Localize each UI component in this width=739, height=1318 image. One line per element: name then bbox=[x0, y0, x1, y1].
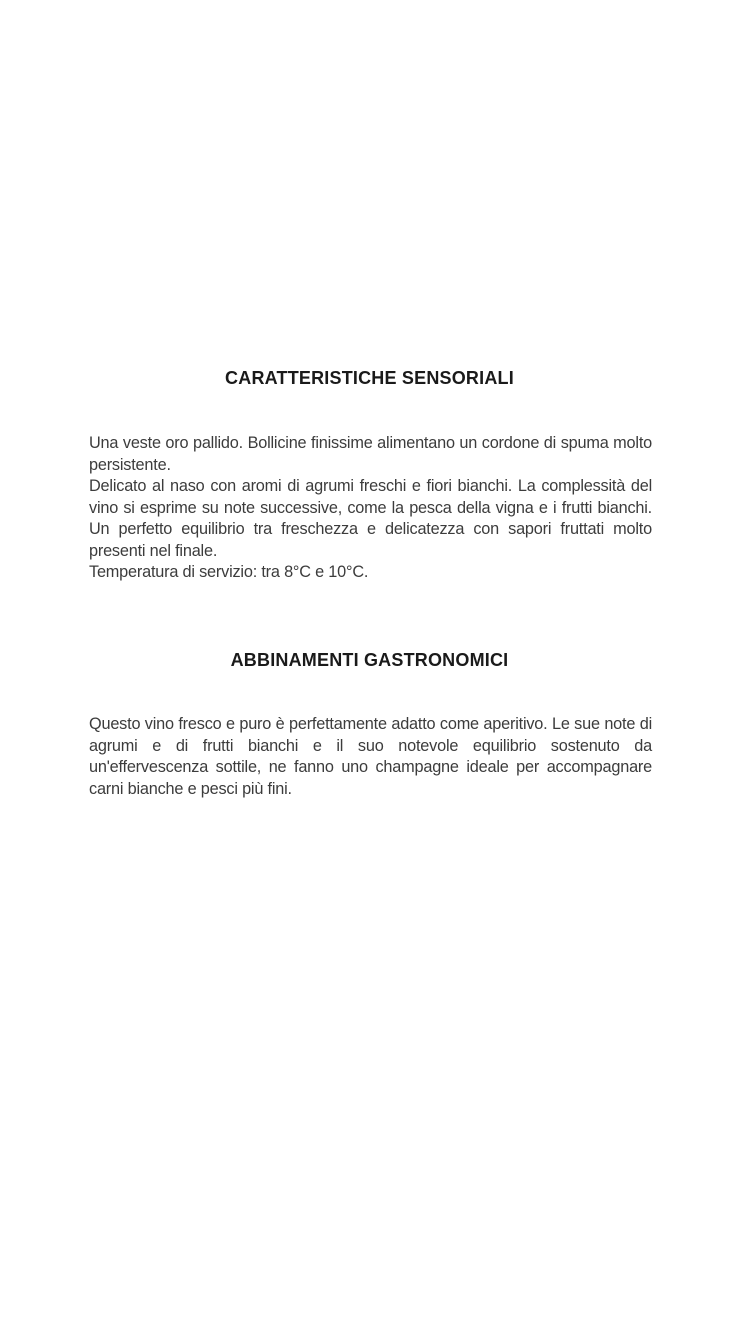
section-body-abbinamenti-gastronomici bbox=[89, 714, 652, 800]
paragraph-food-pairing: Questo vino fresco e puro è perfettamente adatto come aperitivo. Le sue note di agrumi e di frutti bianchi e il suo notevole equilibrio sostenuto da un'effervescenza sottile, ne fanno uno champagne ideale per accompagnare carni bianche e pesci più fini. bbox=[89, 715, 652, 798]
section-heading-caratteristiche-sensoriali: CARATTERISTICHE SENSORIALI bbox=[225, 368, 514, 388]
section-heading-abbinamenti-gastronomici: ABBINAMENTI GASTRONOMICI bbox=[230, 650, 509, 670]
section-body-caratteristiche-sensoriali bbox=[89, 433, 652, 584]
paragraph-aroma-taste: Delicato al naso con aromi di agrumi freschi e fiori bianchi. La complessità del vino si esprime su note successive, come la pesca della vigna e i frutti bianchi. Un perfetto equilibrio tra freschezza e delicatezza con sapori fruttati molto presenti nel finale. bbox=[89, 477, 652, 560]
paragraph-serving-temperature: Temperatura di servizio: tra 8°C e 10°C. bbox=[89, 563, 369, 581]
paragraph-appearance: Una veste oro pallido. Bollicine finissime alimentano un cordone di spuma molto persistente. bbox=[89, 434, 652, 474]
